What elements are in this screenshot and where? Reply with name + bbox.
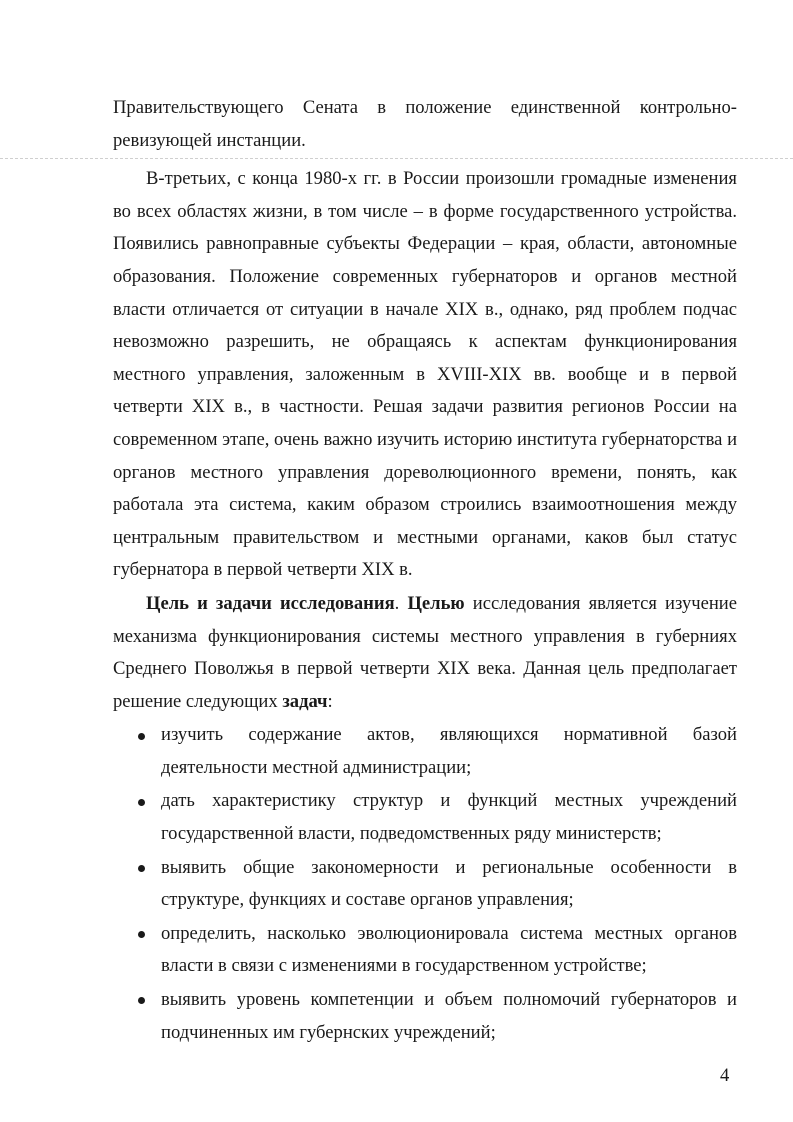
- task-text: выявить уровень компетенции и объем полномочий губернаторов и подчиненных им губернских учреждений;: [161, 989, 737, 1043]
- task-text: дать характеристику структур и функций местных учреждений государственной власти, подведомственных ряду министерств;: [161, 790, 737, 845]
- list-item: [113, 852, 737, 917]
- bullet-icon: [138, 918, 150, 951]
- task-text: выявить общие закономерности и региональные особенности в структуре, функциях и составе органов управления;: [161, 856, 737, 911]
- bullet-icon: [138, 984, 150, 1017]
- paragraph-continuation: Правительствующего Сената в положение единственной контрольно-ревизующей инстанции.: [113, 97, 737, 151]
- list-item: [113, 719, 737, 784]
- task-text: изучить содержание актов, являющихся нормативной базой деятельности местной администрации;: [161, 724, 737, 778]
- bullet-icon: [138, 785, 150, 818]
- task-text: определить, насколько эволюционировала система местных органов власти в связи с изменениями в государственном устройстве;: [161, 922, 737, 977]
- list-item: [113, 785, 737, 850]
- paragraph-goals: [113, 588, 737, 718]
- page-body: [113, 92, 737, 1049]
- goal-text: исследования является изучение механизма функционирования системы местного управления в губерниях Среднего Поволжья в первой четверти XIX века. Данная цель предполагает решение следующих: [113, 592, 737, 712]
- goals-heading: Цель и задачи исследования: [146, 592, 395, 614]
- bullet-icon: [138, 719, 150, 752]
- paragraph-third-reason: В-третьих, с конца 1980-х гг. в России произошли громадные изменения во всех областях жизни, в том числе – в форме государственного устройства. Появились равноправные субъекты Федерации – края, области, автономные образования. Положение современных губернаторов и органов местной власти отличается от ситуации в начале XIX в., однако, ряд проблем подчас невозможно разрешить, не обращаясь к аспектам функционирования местного управления, заложенным в XVIII-XIX вв. вообще и в первой четверти XIX в., в частности. Решая задачи развития регионов России на современном этапе, очень важно изучить историю института губернаторства и органов местного управления дореволюционного времени, понять, как работала эта система, каким образом строились взаимоотношения между центральным правительством и местными органами, каков был статус губернатора в первой четверти XIX в.: [113, 168, 738, 581]
- goals-heading-end: .: [394, 592, 408, 614]
- list-item: [113, 918, 737, 983]
- tasks-list: [113, 719, 737, 1049]
- goal-text-end: :: [327, 690, 333, 712]
- goal-label: Целью: [407, 592, 465, 614]
- bullet-icon: [138, 852, 150, 885]
- list-item: [113, 984, 737, 1049]
- page-number: 4: [720, 1065, 730, 1086]
- tasks-label: задач: [282, 690, 328, 712]
